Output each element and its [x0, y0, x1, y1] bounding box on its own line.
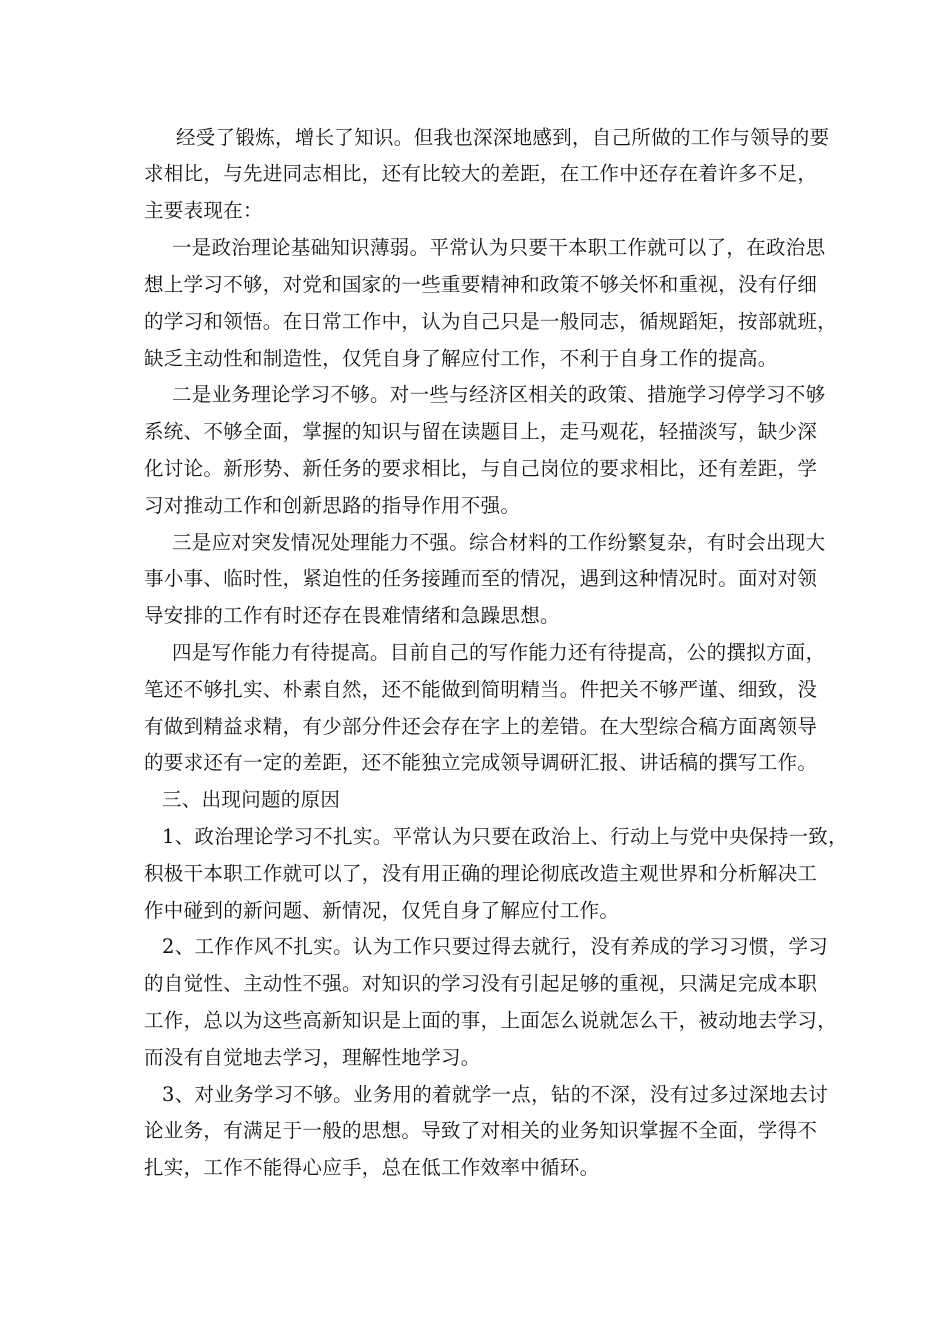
body-line: 的学习和领悟。在日常工作中，认为自己只是一般同志，循规蹈矩，按部就班，: [144, 310, 838, 333]
body-line: 事小事、临时性，紧迫性的任务接踵而至的情况，遇到这种情况时。面对对领: [144, 567, 818, 590]
body-line: 二是业务理论学习不够。对一些与经济区相关的政策、措施学习停学习不够: [172, 383, 826, 406]
body-line: 导安排的工作有时还存在畏难情绪和急躁思想。: [144, 604, 560, 627]
body-line: 一是政治理论基础知识薄弱。平常认为只要干本职工作就可以了，在政治思: [172, 236, 826, 259]
body-line: 的要求还有一定的差距，还不能独立完成领导调研汇报、讲话稿的撰写工作。: [144, 751, 818, 774]
body-line: 化讨论。新形势、新任务的要求相比，与自己岗位的要求相比，还有差距，学: [144, 457, 818, 480]
body-line: 扎实，工作不能得心应手，总在低工作效率中循环。: [144, 1156, 600, 1179]
body-line: 3、对业务学习不够。业务用的着就学一点，钻的不深，没有过多过深地去讨: [162, 1083, 829, 1106]
body-line: 而没有自觉地去学习，理解性地学习。: [144, 1046, 481, 1069]
body-line: 2、工作作风不扎实。认为工作只要过得去就行，没有养成的学习习惯，学习: [162, 935, 829, 958]
body-line: 积极干本职工作就可以了，没有用正确的理论彻底改造主观世界和分析解决工: [144, 862, 818, 885]
body-line: 求相比，与先进同志相比，还有比较大的差距，在工作中还存在着许多不足，: [144, 162, 818, 185]
body-line: 想上学习不够，对党和国家的一些重要精神和政策不够关怀和重视，没有仔细: [144, 273, 818, 296]
body-line: 四是写作能力有待提高。目前自己的写作能力还有待提高，公的撰拟方面，: [172, 641, 826, 664]
body-line: 论业务，有满足于一般的思想。导致了对相关的业务知识掌握不全面，学得不: [144, 1119, 818, 1142]
body-line: 习对推动工作和创新思路的指导作用不强。: [144, 494, 521, 517]
body-line: 的自觉性、主动性不强。对知识的学习没有引起足够的重视，只满足完成本职: [144, 972, 818, 995]
body-line: 有做到精益求精，有少部分件还会存在字上的差错。在大型综合稿方面离领导: [144, 715, 818, 738]
section-heading: 三、出现问题的原因: [162, 788, 341, 811]
body-line: 工作，总以为这些高新知识是上面的事，上面怎么说就怎么干，被动地去学习，: [144, 1009, 838, 1032]
body-line: 1、政治理论学习不扎实。平常认为只要在政治上、行动上与党中央保持一致，: [162, 825, 848, 848]
body-line: 主要表现在：: [144, 199, 263, 222]
body-line: 经受了锻炼，增长了知识。但我也深深地感到，自己所做的工作与领导的要: [176, 126, 830, 149]
body-line: 系统、不够全面，掌握的知识与留在读题目上，走马观花，轻描淡写，缺少深: [144, 420, 818, 443]
body-line: 笔还不够扎实、朴素自然，还不能做到简明精当。件把关不够严谨、细致，没: [144, 678, 818, 701]
body-line: 三是应对突发情况处理能力不强。综合材料的工作纷繁复杂，有时会出现大: [172, 531, 826, 554]
body-line: 作中碰到的新问题、新情况，仅凭自身了解应付工作。: [144, 899, 620, 922]
body-line: 缺乏主动性和制造性，仅凭自身了解应付工作，不利于自身工作的提高。: [144, 347, 778, 370]
